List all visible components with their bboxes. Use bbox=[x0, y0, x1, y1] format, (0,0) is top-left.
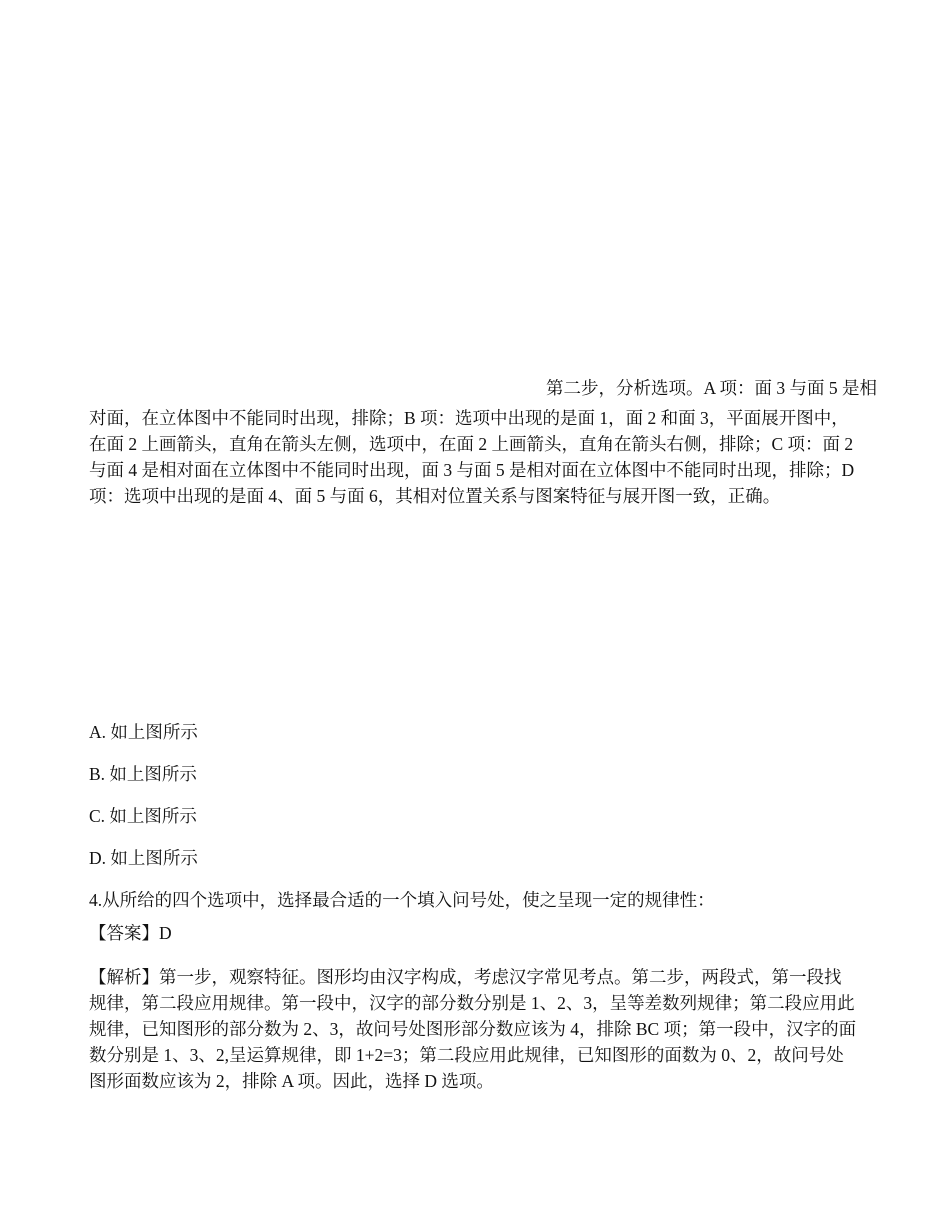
answer-text: 【答案】D bbox=[89, 923, 172, 943]
analysis-line-3: 在面 2 上画箭头，直角在箭头左侧，选项中，在面 2 上画箭头，直角在箭头右侧，排除；C 项：面 2 bbox=[89, 434, 854, 454]
explanation-line-2: 规律，第二段应用规律。第一段中，汉字的部分数分别是 1、2、3，呈等差数列规律；第二段应用此 bbox=[89, 993, 855, 1013]
analysis-line-2: 对面，在立体图中不能同时出现，排除；B 项：选项中出现的是面 1，面 2 和面 3，平面展开图中， bbox=[89, 408, 849, 428]
question-text: 4.从所给的四个选项中，选择最合适的一个填入问号处，使之呈现一定的规律性： bbox=[89, 890, 715, 910]
option-b: B. 如上图所示 bbox=[89, 764, 197, 784]
analysis-line-4: 与面 4 是相对面在立体图中不能同时出现，面 3 与面 5 是相对面在立体图中不能同时出现，排除；D bbox=[89, 460, 855, 480]
explanation-line-5: 图形面数应该为 2，排除 A 项。因此，选择 D 选项。 bbox=[89, 1071, 494, 1091]
option-d: D. 如上图所示 bbox=[89, 848, 198, 868]
analysis-line-1: 第二步，分析选项。A 项：面 3 与面 5 是相 bbox=[546, 378, 878, 398]
analysis-line-5: 项：选项中出现的是面 4、面 5 与面 6，其相对位置关系与图案特征与展开图一致，正确。 bbox=[89, 486, 781, 506]
explanation-line-3: 规律，已知图形的部分数为 2、3，故问号处图形部分数应该为 4，排除 BC 项；第一段中，汉字的面 bbox=[89, 1019, 857, 1039]
option-c: C. 如上图所示 bbox=[89, 806, 197, 826]
explanation-line-1: 【解析】第一步，观察特征。图形均由汉字构成，考虑汉字常见考点。第二步，两段式，第一段找 bbox=[89, 967, 842, 987]
explanation-line-4: 数分别是 1、3、2,呈运算规律，即 1+2=3；第二段应用此规律，已知图形的面数为 0、2，故问号处 bbox=[89, 1045, 844, 1065]
option-a: A. 如上图所示 bbox=[89, 722, 198, 742]
